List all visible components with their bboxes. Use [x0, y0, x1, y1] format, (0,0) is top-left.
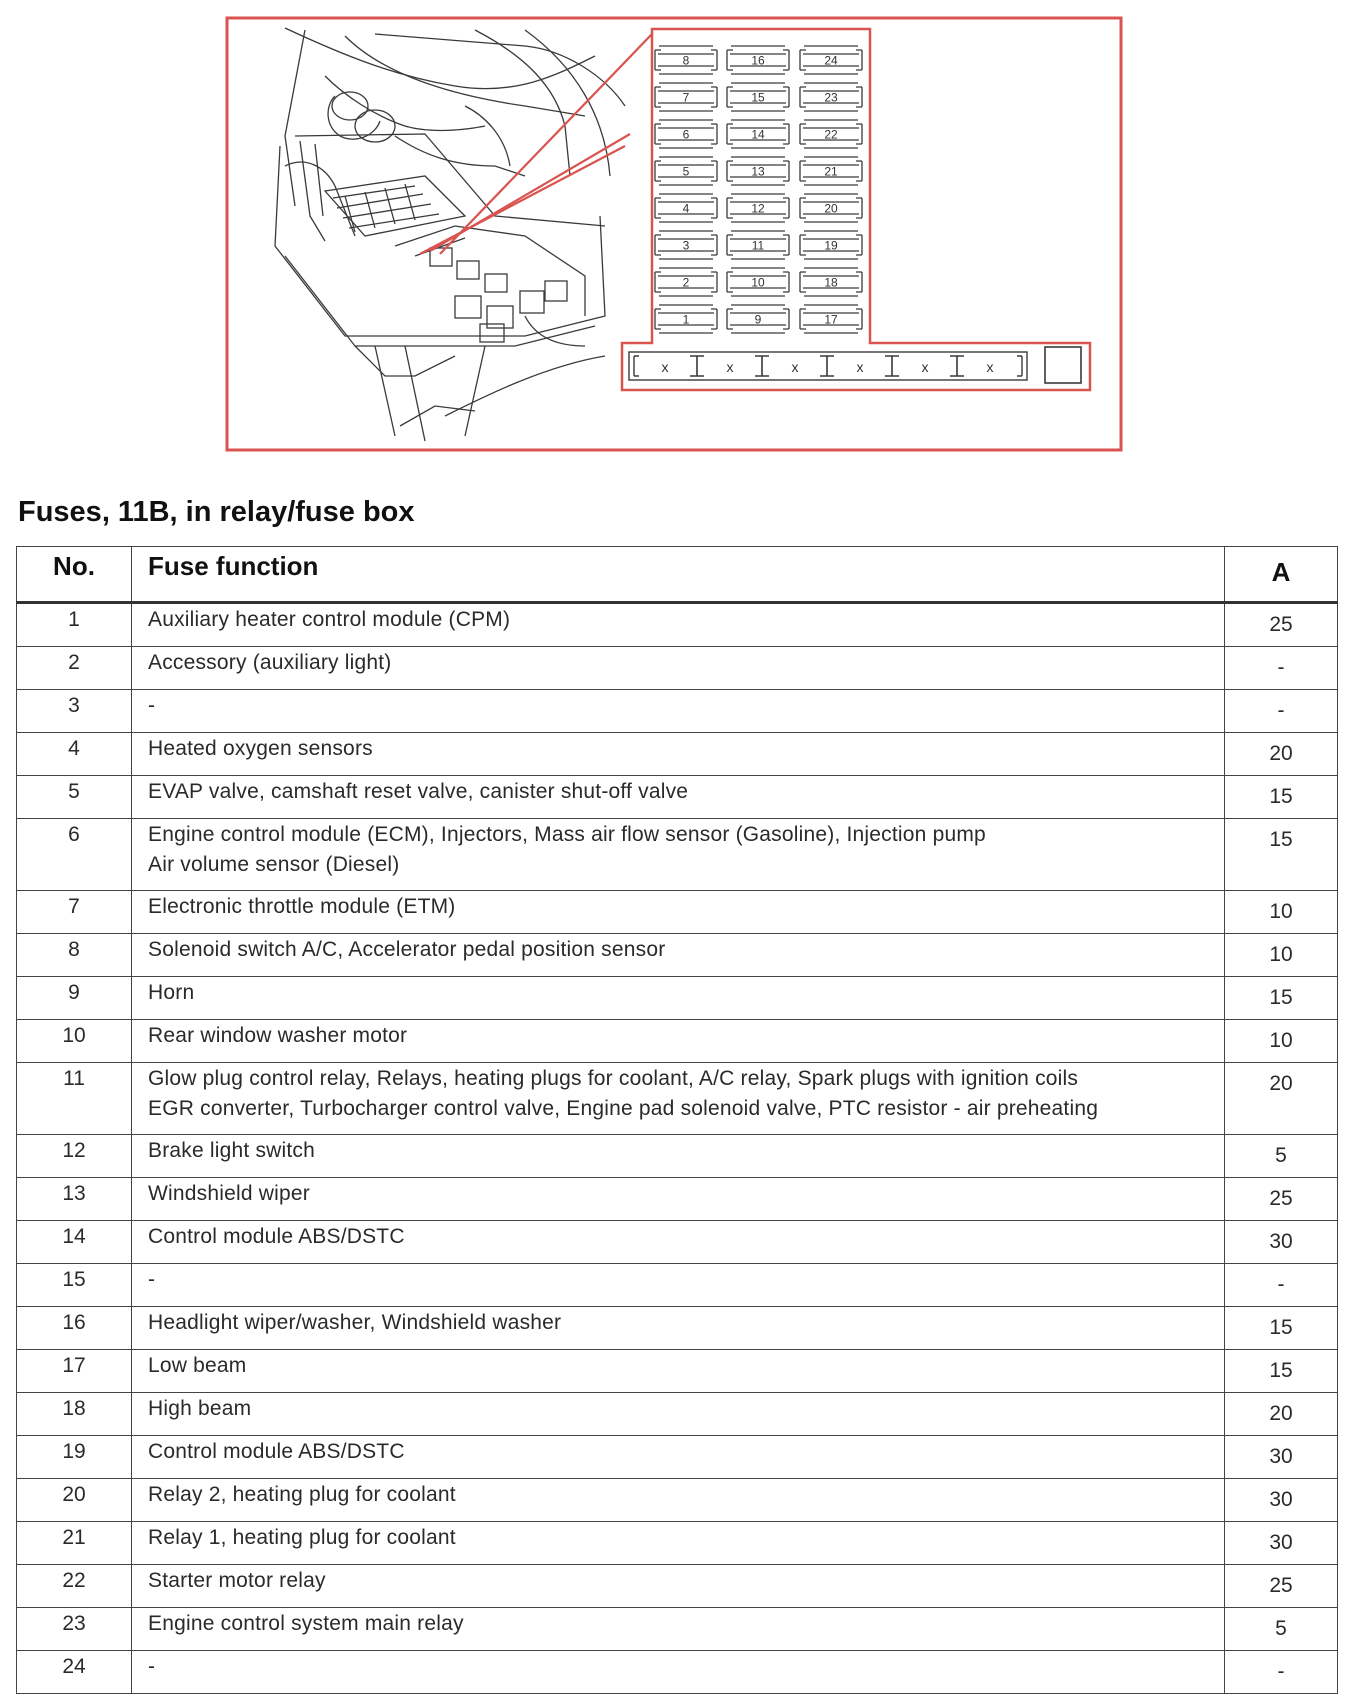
- fuse-amperage-cell: 25: [1225, 603, 1338, 647]
- fuse-function-line: Starter motor relay: [148, 1569, 326, 1592]
- fuse-function-cell: [132, 733, 1225, 776]
- fuse-number-cell: 5: [17, 776, 132, 819]
- spare-fuse-mark: x: [921, 359, 929, 375]
- fuse-slot-label: 10: [751, 275, 765, 290]
- fuse-slot-label: 18: [824, 275, 838, 290]
- fuse-function-line: Control module ABS/DSTC: [148, 1440, 405, 1463]
- fuse-amperage-cell: 15: [1225, 776, 1338, 819]
- table-row: [17, 690, 1338, 733]
- spare-fuse-mark: x: [986, 359, 994, 375]
- fuse-number-cell: 7: [17, 891, 132, 934]
- fuse-amperage-cell: 30: [1225, 1479, 1338, 1522]
- table-row: [17, 1020, 1338, 1063]
- fuse-amperage-cell: 15: [1225, 1307, 1338, 1350]
- fuse-number-cell: 24: [17, 1651, 132, 1694]
- fuse-slot-label: 19: [824, 238, 838, 253]
- fuse-function-cell: [132, 1307, 1225, 1350]
- fuse-function-cell: [132, 603, 1225, 647]
- fuse-function-cell: [132, 934, 1225, 977]
- fuse-amperage-cell: 25: [1225, 1565, 1338, 1608]
- table-row: [17, 603, 1338, 647]
- fuse-function-cell: [132, 1063, 1225, 1135]
- table-row: [17, 1264, 1338, 1307]
- table-row: [17, 1135, 1338, 1178]
- fuse-slot-label: 6: [682, 127, 690, 142]
- fuse-function-line: Electronic throttle module (ETM): [148, 895, 456, 918]
- fuse-function-cell: [132, 1608, 1225, 1651]
- fuse-function-line: Engine control module (ECM), Injectors, Mass air flow sensor (Gasoline), Injection pump: [148, 823, 986, 846]
- fuse-function-line: Engine control system main relay: [148, 1612, 464, 1635]
- fuse-function-line: Relay 1, heating plug for coolant: [148, 1526, 456, 1549]
- fuse-slot-label: 23: [824, 90, 838, 105]
- fuse-function-line: Rear window washer motor: [148, 1024, 408, 1047]
- fuse-slot-label: 11: [751, 238, 765, 253]
- fuse-amperage-cell: 5: [1225, 1135, 1338, 1178]
- table-header-row: [17, 547, 1338, 603]
- table-row: [17, 776, 1338, 819]
- fuse-function-line: -: [148, 1268, 156, 1291]
- fuse-function-line: Solenoid switch A/C, Accelerator pedal position sensor: [148, 938, 666, 961]
- fuse-amperage-cell: 30: [1225, 1221, 1338, 1264]
- fuse-function-line: -: [148, 694, 156, 717]
- fuse-amperage-cell: -: [1225, 647, 1338, 690]
- fuse-number-cell: 15: [17, 1264, 132, 1307]
- table-row: [17, 1063, 1338, 1135]
- fuse-function-line: EVAP valve, camshaft reset valve, canister shut-off valve: [148, 780, 689, 803]
- fuse-number-cell: 10: [17, 1020, 132, 1063]
- table-row: [17, 1436, 1338, 1479]
- fuse-function-line: Headlight wiper/washer, Windshield washer: [148, 1311, 562, 1334]
- fuse-number-cell: 20: [17, 1479, 132, 1522]
- fuse-amperage-cell: 20: [1225, 1393, 1338, 1436]
- fuse-function-cell: [132, 1221, 1225, 1264]
- fuse-slot-label: 17: [824, 312, 838, 327]
- fuse-number-cell: 8: [17, 934, 132, 977]
- table-row: [17, 1221, 1338, 1264]
- fuse-function-cell: [132, 776, 1225, 819]
- fuse-slot-label: 24: [824, 53, 838, 68]
- table-row: [17, 1307, 1338, 1350]
- fuse-function-line: Relay 2, heating plug for coolant: [148, 1483, 456, 1506]
- fuse-function-cell: [132, 819, 1225, 891]
- table-row: [17, 1393, 1338, 1436]
- spare-fuse-mark: x: [726, 359, 734, 375]
- fuse-amperage-cell: 15: [1225, 977, 1338, 1020]
- column-header-function: Fuse function: [132, 547, 1225, 603]
- fuse-slot-label: 9: [754, 312, 762, 327]
- fuse-amperage-cell: 20: [1225, 733, 1338, 776]
- fuse-function-line: Horn: [148, 981, 195, 1004]
- fuse-function-cell: [132, 690, 1225, 733]
- fuse-number-cell: 13: [17, 1178, 132, 1221]
- fuse-function-line: Control module ABS/DSTC: [148, 1225, 405, 1248]
- fuse-slot-label: 21: [824, 164, 838, 179]
- fuse-amperage-cell: 10: [1225, 1020, 1338, 1063]
- fuse-function-cell: [132, 1436, 1225, 1479]
- fuse-function-cell: [132, 891, 1225, 934]
- fuse-amperage-cell: 30: [1225, 1436, 1338, 1479]
- table-row: [17, 1608, 1338, 1651]
- fuse-slot-label: 3: [682, 238, 690, 253]
- fuse-amperage-cell: -: [1225, 1264, 1338, 1307]
- fuse-number-cell: 6: [17, 819, 132, 891]
- table-row: [17, 891, 1338, 934]
- table-row: [17, 977, 1338, 1020]
- fuse-amperage-cell: 15: [1225, 819, 1338, 891]
- table-row: [17, 819, 1338, 891]
- fuse-amperage-cell: 10: [1225, 934, 1338, 977]
- fuse-slot-label: 13: [751, 164, 765, 179]
- fuse-number-cell: 12: [17, 1135, 132, 1178]
- table-row: [17, 1522, 1338, 1565]
- fuse-amperage-cell: -: [1225, 690, 1338, 733]
- fuse-number-cell: 17: [17, 1350, 132, 1393]
- fuse-function-cell: [132, 1393, 1225, 1436]
- fuse-amperage-cell: 20: [1225, 1063, 1338, 1135]
- fuse-function-line: Brake light switch: [148, 1139, 315, 1162]
- fuse-function-cell: [132, 1350, 1225, 1393]
- fuse-function-cell: [132, 1522, 1225, 1565]
- fuse-number-cell: 18: [17, 1393, 132, 1436]
- fuse-slot-label: 2: [682, 275, 690, 290]
- fuse-function-cell: [132, 1264, 1225, 1307]
- fuse-number-cell: 3: [17, 690, 132, 733]
- fuse-function-line: Air volume sensor (Diesel): [148, 853, 400, 876]
- fuse-slot-label: 14: [751, 127, 765, 142]
- fuse-amperage-cell: 5: [1225, 1608, 1338, 1651]
- fuse-function-cell: [132, 1135, 1225, 1178]
- fuse-slot-label: 16: [751, 53, 765, 68]
- fuse-slot-label: 22: [824, 127, 838, 142]
- fuse-amperage-cell: 15: [1225, 1350, 1338, 1393]
- fuse-function-line: High beam: [148, 1397, 252, 1420]
- spare-fuse-mark: x: [661, 359, 669, 375]
- fuse-number-cell: 22: [17, 1565, 132, 1608]
- table-row: [17, 934, 1338, 977]
- column-header-amps: A: [1225, 547, 1338, 603]
- table-row: [17, 1479, 1338, 1522]
- table-row: [17, 1651, 1338, 1694]
- fuse-function-cell: [132, 1178, 1225, 1221]
- fuse-function-line: EGR converter, Turbocharger control valve, Engine pad solenoid valve, PTC resistor - air preheating: [148, 1097, 1099, 1120]
- table-row: [17, 1350, 1338, 1393]
- fuse-number-cell: 4: [17, 733, 132, 776]
- fuse-function-cell: [132, 1565, 1225, 1608]
- fuse-function-line: Low beam: [148, 1354, 247, 1377]
- table-row: [17, 1178, 1338, 1221]
- fuse-number-cell: 9: [17, 977, 132, 1020]
- table-row: [17, 647, 1338, 690]
- fuse-number-cell: 23: [17, 1608, 132, 1651]
- fuse-function-line: -: [148, 1655, 156, 1678]
- spare-fuse-mark: x: [856, 359, 864, 375]
- fuse-slot-label: 1: [682, 312, 690, 327]
- table-row: [17, 1565, 1338, 1608]
- fuse-slot-label: 4: [682, 201, 690, 216]
- fuse-slot-label: 8: [682, 53, 690, 68]
- fuse-amperage-cell: 25: [1225, 1178, 1338, 1221]
- fuse-function-cell: [132, 1651, 1225, 1694]
- fuse-number-cell: 16: [17, 1307, 132, 1350]
- fuse-slot-label: 15: [751, 90, 765, 105]
- fuse-slot-label: 7: [682, 90, 690, 105]
- column-header-number: No.: [17, 547, 132, 603]
- fuse-box-location-diagram: [225, 16, 1123, 452]
- fuse-number-cell: 19: [17, 1436, 132, 1479]
- page-title: Fuses, 11B, in relay/fuse box: [18, 496, 415, 528]
- fuse-amperage-cell: 10: [1225, 891, 1338, 934]
- fuse-function-line: Accessory (auxiliary light): [148, 651, 392, 674]
- fuse-function-cell: [132, 647, 1225, 690]
- fuse-function-cell: [132, 1479, 1225, 1522]
- fuse-number-cell: 21: [17, 1522, 132, 1565]
- fuse-function-line: Heated oxygen sensors: [148, 737, 373, 760]
- table-row: [17, 733, 1338, 776]
- fuse-function-line: Glow plug control relay, Relays, heating plugs for coolant, A/C relay, Spark plugs with ignition coils: [148, 1067, 1079, 1090]
- fuse-puller-slot: [1045, 347, 1081, 383]
- fuse-slot-label: 20: [824, 201, 838, 216]
- spare-fuse-mark: x: [791, 359, 799, 375]
- fuse-function-line: Windshield wiper: [148, 1182, 310, 1205]
- fuse-slot-label: 12: [751, 201, 765, 216]
- fuse-slot-label: 5: [682, 164, 690, 179]
- fuse-number-cell: 14: [17, 1221, 132, 1264]
- fuse-amperage-cell: 30: [1225, 1522, 1338, 1565]
- fuse-function-cell: [132, 977, 1225, 1020]
- fuse-number-cell: 11: [17, 1063, 132, 1135]
- fuse-function-line: Auxiliary heater control module (CPM): [148, 608, 511, 631]
- fuse-number-cell: 2: [17, 647, 132, 690]
- fuse-function-cell: [132, 1020, 1225, 1063]
- fuse-number-cell: 1: [17, 603, 132, 647]
- fuse-table: [16, 546, 1338, 1694]
- fuse-amperage-cell: -: [1225, 1651, 1338, 1694]
